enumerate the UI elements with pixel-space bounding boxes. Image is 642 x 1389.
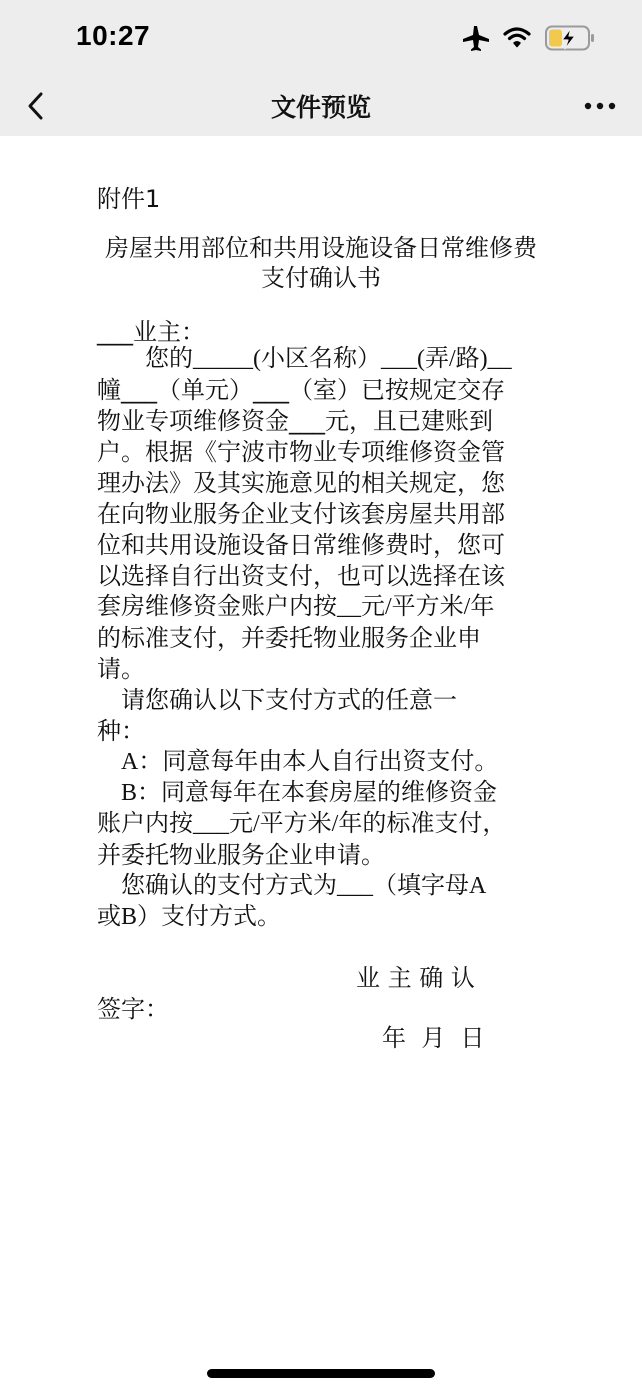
attachment-label: 附件1 [97,185,161,213]
body-line: 位和共用设施设备日常维修费时，您可 [97,531,505,559]
body-line: 以选择自行出资支付，也可以选择在该 [97,562,505,590]
document-title-line-1: 房屋共用部位和共用设施设备日常维修费 [105,234,537,262]
wifi-icon [503,26,531,48]
document-title-line-2: 支付确认书 [261,264,381,292]
body-line: 请您确认以下支付方式的任意一 [97,686,457,714]
top-area [0,0,642,136]
status-time: 10:27 [76,20,151,51]
body-line: 幢___（单元）___（室）已按规定交存 [97,376,505,404]
body-line: 并委托物业服务企业申请。 [97,841,385,869]
airplane-icon [461,24,491,52]
body-line: 或B）支付方式。 [97,904,282,930]
body-line: 户。根据《宁波市物业专项维修资金管 [97,438,505,466]
option-b: B：同意每年在本套房屋的维修资金 [97,780,498,806]
salutation: ___业主： [97,318,205,346]
signature-label: 签字： [97,995,169,1023]
owner-confirm-label: 业 主 确 认 [356,964,475,992]
body-line: 请。 [97,655,145,683]
more-icon [584,102,616,110]
page-title: 文件预览 [270,93,371,122]
status-bar [0,0,642,78]
battery-charging-icon [545,25,595,51]
nav-bar [0,78,642,136]
date-label: 年 月 日 [382,1024,485,1052]
body-line: 种： [97,717,145,745]
option-a: A：同意每年由本人自行出资支付。 [97,749,499,775]
body-line: 您确认的支付方式为___（填字母A [97,873,487,899]
body-line: 在向物业服务企业支付该套房屋共用部 [97,500,505,528]
body-line: 账户内按___元/平方米/年的标准支付， [97,811,507,837]
more-button[interactable] [574,84,626,128]
body-line: 物业专项维修资金___元，且已建账到 [97,407,493,435]
body-line: 理办法》及其实施意见的相关规定，您 [97,469,505,497]
body-line: 套房维修资金账户内按__元/平方米/年 [97,594,495,620]
body-line: 的标准支付，并委托物业服务企业申 [97,624,481,652]
body-line: 您的_____(小区名称）___(弄/路)__ [97,346,512,372]
home-indicator[interactable] [207,1369,435,1378]
